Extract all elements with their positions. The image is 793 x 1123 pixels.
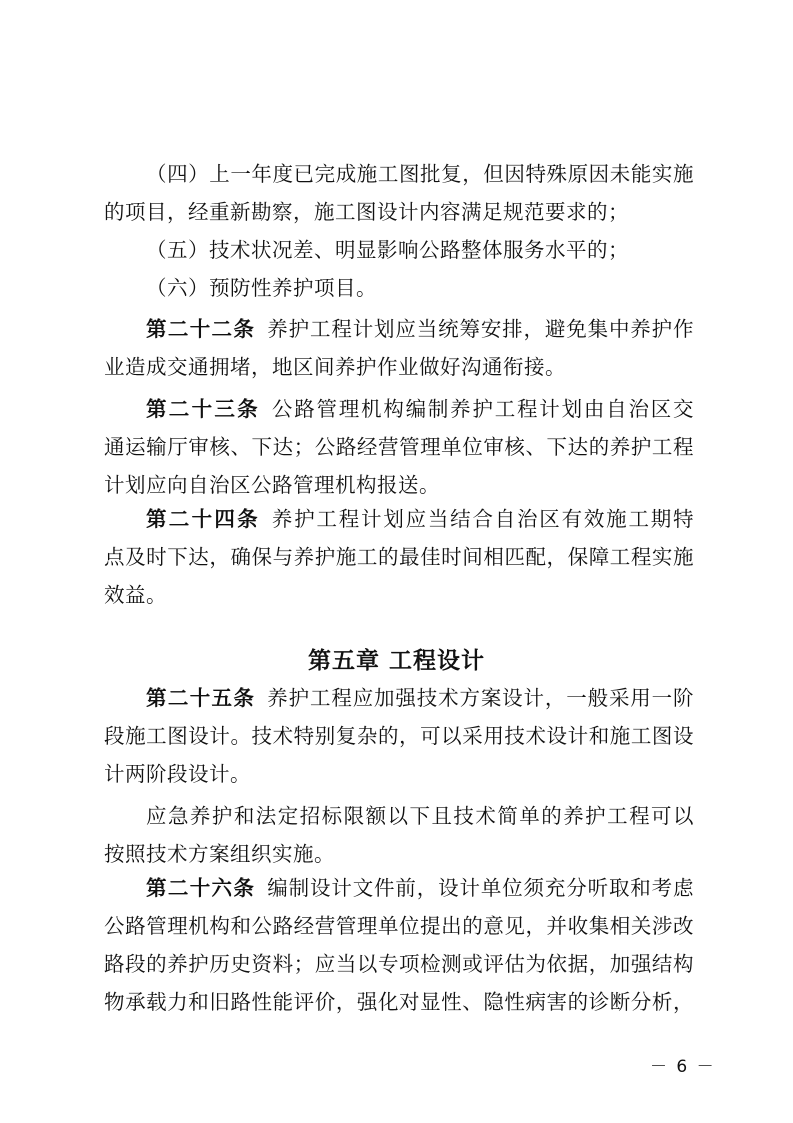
text-line: 计划应向自治区公路管理机构报送。 [104,473,440,497]
text-line: 公路管理机构和公路经营管理单位提出的意见，并收集相关涉改 [104,914,694,938]
text-line: 路段的养护历史资料；应当以专项检测或评估为依据，加强结构 [104,952,694,976]
text-line: 物承载力和旧路性能评价，强化对显性、隐性病害的诊断分析， [104,990,694,1014]
article-23-line [146,390,694,428]
text-line: 的项目，经重新勘察，施工图设计内容满足规范要求的； [104,200,629,224]
article-23-title: 第二十三条 [146,397,260,421]
article-24-title: 第二十四条 [146,507,260,531]
text-line: 段施工图设计。技术特别复杂的，可以采用技术设计和施工图设 [104,724,694,748]
text-line: 业造成交通拥堵，地区间养护作业做好沟通衔接。 [104,355,566,379]
text-line: 效益。 [104,583,167,607]
text-line: 应急养护和法定招标限额以下且技术简单的养护工程可以 [146,804,694,828]
text-span: 养护工程应加强技术方案设计，一般采用一阶 [267,686,695,710]
text-line: 点及时下达，确保与养护施工的最佳时间相匹配，保障工程实施 [104,545,694,569]
text-line: 按照技术方案组织实施。 [104,842,335,866]
text-line: 通运输厅审核、下达；公路经营管理单位审核、下达的养护工程 [104,435,694,459]
text-line: （六）预防性养护项目。 [146,276,377,300]
article-25-title: 第二十五条 [146,686,256,710]
article-26-title: 第二十六条 [146,876,256,900]
page-number: － 6 － [650,1057,716,1077]
text-span: 养护工程计划应当结合自治区有效施工期特 [271,507,695,531]
text-span: 公路管理机构编制养护工程计划由自治区交 [271,397,695,421]
article-26-line [146,869,694,907]
article-24-line [146,500,694,538]
article-22-line [146,310,694,348]
text-span: 养护工程计划应当统筹安排，避免集中养护作 [267,317,695,341]
article-25-line [146,679,694,717]
text-line: （五）技术状况差、明显影响公路整体服务水平的； [146,238,629,262]
text-span: 编制设计文件前，设计单位须充分听取和考虑 [267,876,695,900]
chapter-heading: 第五章 工程设计 [307,648,485,674]
text-line: （四）上一年度已完成施工图批复，但因特殊原因未能实施 [146,162,694,186]
text-line: 计两阶段设计。 [104,762,251,786]
article-22-title: 第二十二条 [146,317,256,341]
